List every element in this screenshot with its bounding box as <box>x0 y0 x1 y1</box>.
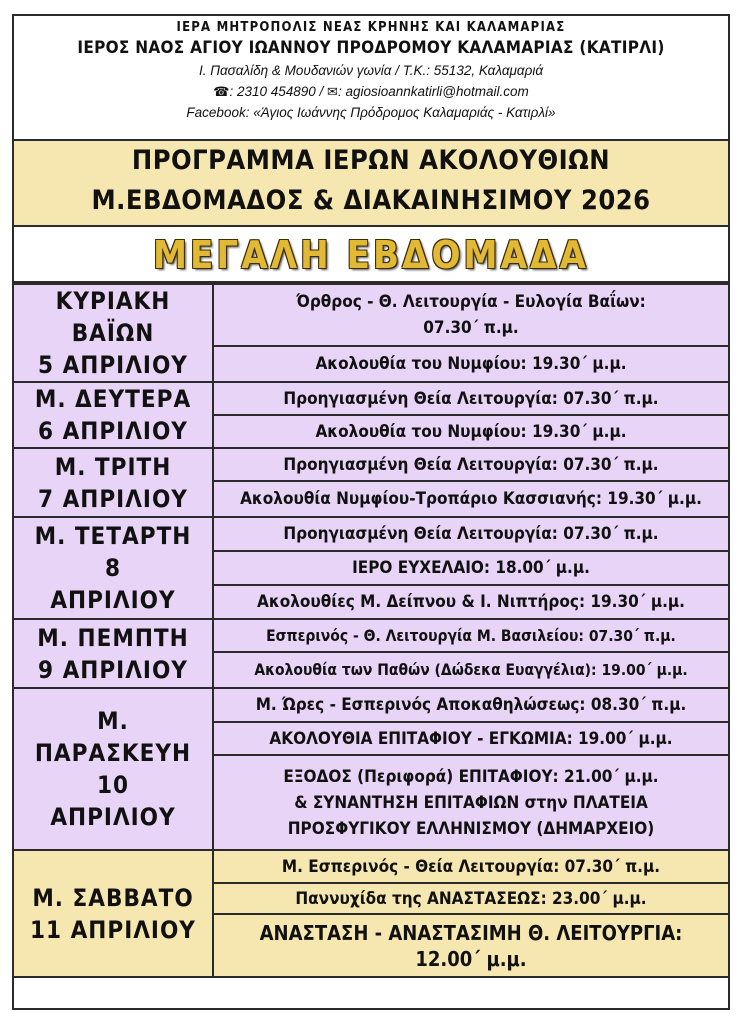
service-cell <box>213 448 729 481</box>
day-cell <box>13 619 213 688</box>
day-cell <box>13 850 213 977</box>
service-line: ΙΕΡΟ ΕΥΧΕΛΑΙΟ: 18.00΄ μ.μ. <box>352 558 590 578</box>
day-label-line: 8 <box>104 554 122 582</box>
service-cell <box>213 551 729 585</box>
day-label-line: ΑΠΡΙΛΙΟΥ <box>50 803 176 831</box>
service-cell <box>213 850 729 883</box>
contact-line <box>14 81 728 102</box>
schedule-row <box>13 850 729 883</box>
service-cell <box>213 883 729 914</box>
day-label-line: 11 ΑΠΡΙΛΙΟΥ <box>30 915 196 944</box>
service-cell <box>213 415 729 448</box>
day-label-line: Μ. ΤΕΤΑΡΤΗ <box>34 522 192 550</box>
service-line: Ακολουθία των Παθών (Δώδεκα Ευαγγέλια): 19.00΄ μ.μ. <box>254 661 688 679</box>
day-cell <box>13 517 213 619</box>
service-cell <box>213 652 729 688</box>
schedule-row <box>13 619 729 652</box>
schedule-row <box>13 448 729 481</box>
service-line: Παννυχίδα της ΑΝΑΣΤΑΣΕΩΣ: 23.00΄ μ.μ. <box>295 888 647 909</box>
service-cell <box>213 517 729 551</box>
day-label-line: Μ. ΠΕΜΠΤΗ <box>37 623 189 652</box>
day-label-line: Μ. ΣΑΒΒΑΤΟ <box>32 883 194 912</box>
envelope-icon: ✉ <box>327 84 338 99</box>
service-line: 12.00΄ μ.μ. <box>415 946 527 971</box>
schedule-row <box>13 284 729 346</box>
week-title: ΜΕΓΑΛΗ ΕΒΔΟΜΑΔΑ <box>153 233 589 277</box>
service-cell <box>213 914 729 977</box>
service-line: Ακολουθία Νυμφίου-Τροπάριο Κασσιανής: 19.30΄ μ.μ. <box>240 489 702 509</box>
day-label-line: ΑΠΡΙΛΙΟΥ <box>50 586 176 614</box>
facebook-page: Facebook: «Άγιος Ιωάννης Πρόδρομος Καλαμαριάς - Κατιρλί» <box>186 105 556 120</box>
service-line: Ακολουθία του Νυμφίου: 19.30΄ μ.μ. <box>315 421 627 442</box>
day-label-line: 6 ΑΠΡΙΛΙΟΥ <box>38 417 188 445</box>
service-line: Όρθρος - Θ. Λειτουργία - Ευλογία Βαΐων: <box>296 291 646 312</box>
service-line: Προηγιασμένη Θεία Λειτουργία: 07.30΄ π.μ. <box>283 454 659 475</box>
day-cell <box>13 382 213 448</box>
day-label-line: Μ. ΔΕΥΤΕΡΑ <box>34 385 192 413</box>
day-label-line: Μ. ΤΡΙΤΗ <box>54 452 172 481</box>
schedule-title-line2: Μ.ΕΒΔΟΜΑΔΟΣ & ΔΙΑΚΑΙΝΗΣΙΜΟΥ 2026 <box>91 185 651 216</box>
service-line: ΕΞΟΔΟΣ (Περιφορά) ΕΠΙΤΑΦΙΟΥ: 21.00΄ μ.μ. <box>283 766 659 787</box>
metropolis-name: ΙΕΡΑ ΜΗΤΡΟΠΟΛΙΣ ΝΕΑΣ ΚΡΗΝΗΣ ΚΑΙ ΚΑΛΑΜΑΡΙΑΣ <box>176 20 566 35</box>
service-line: Ακολουθία του Νυμφίου: 19.30΄ μ.μ. <box>315 353 627 374</box>
church-address: Ι. Πασαλίδη & Μουδανιών γωνία / Τ.Κ.: 55132, Καλαμαριά <box>198 63 544 78</box>
service-line: & ΣΥΝΑΝΤΗΣΗ ΕΠΙΤΑΦΙΩΝ στην ΠΛΑΤΕΙΑ <box>294 792 648 813</box>
service-cell <box>213 481 729 517</box>
day-label-line: 7 ΑΠΡΙΛΙΟΥ <box>38 484 188 513</box>
service-line: ΠΡΟΣΦΥΓΙΚΟΥ ΕΛΛΗΝΙΣΜΟΥ (ΔΗΜΑΡΧΕΙΟ) <box>287 818 655 839</box>
service-line: Ακολουθίες Μ. Δείπνου & Ι. Νιπτήρος: 19.30΄ μ.μ. <box>257 592 685 612</box>
service-cell <box>213 722 729 755</box>
poster-frame <box>12 14 730 1010</box>
day-label-line: 9 ΑΠΡΙΛΙΟΥ <box>38 655 188 684</box>
service-cell <box>213 755 729 850</box>
schedule-row <box>13 517 729 551</box>
day-cell <box>13 688 213 850</box>
day-label-line: 5 ΑΠΡΙΛΙΟΥ <box>38 351 188 379</box>
day-label-line: ΒΑΪΩΝ <box>71 319 155 347</box>
schedule-table <box>12 283 730 978</box>
service-cell <box>213 284 729 346</box>
service-line: 07.30΄ π.μ. <box>423 317 519 338</box>
service-cell <box>213 688 729 722</box>
schedule-title-band <box>14 141 728 227</box>
service-cell <box>213 585 729 619</box>
day-label-line: ΚΥΡΙΑΚΗ <box>55 287 171 315</box>
service-line: Μ. Εσπερινός - Θεία Λειτουργία: 07.30΄ π.μ. <box>281 856 661 877</box>
day-label-line: 10 <box>96 771 130 799</box>
phone-number: : 2310 454890 / <box>229 84 328 99</box>
service-cell <box>213 619 729 652</box>
service-line: Προηγιασμένη Θεία Λειτουργία: 07.30΄ π.μ. <box>283 524 659 544</box>
week-title-band <box>14 227 728 283</box>
day-label-line: Μ. ΠΑΡΑΣΚΕΥΗ <box>34 707 192 767</box>
service-line: ΑΝΑΣΤΑΣΗ - ΑΝΑΣΤΑΣΙΜΗ Θ. ΛΕΙΤΟΥΡΓΙΑ: <box>259 920 683 945</box>
service-line: Μ. Ώρες - Εσπερινός Αποκαθηλώσεως: 08.30΄ π.μ. <box>255 695 687 715</box>
schedule-title-line1: ΠΡΟΓΡΑΜΜΑ ΙΕΡΩΝ ΑΚΟΛΟΥΘΙΩΝ <box>131 145 611 176</box>
schedule-row <box>13 688 729 722</box>
service-cell <box>213 382 729 415</box>
service-line: ΑΚΟΛΟΥΘΙΑ ΕΠΙΤΑΦΙΟΥ - ΕΓΚΩΜΙΑ: 19.00΄ μ.μ. <box>269 728 673 749</box>
email-address[interactable]: : agiosioannkatirli@hotmail.com <box>337 84 529 99</box>
service-line: Εσπερινός - Θ. Λειτουργία Μ. Βασιλείου: 07.30΄ π.μ. <box>266 626 676 645</box>
day-cell <box>13 284 213 382</box>
church-name: ΙΕΡΟΣ ΝΑΟΣ ΑΓΙΟΥ ΙΩΑΝΝΟΥ ΠΡΟΔΡΟΜΟΥ ΚΑΛΑΜΑΡΙΑΣ (ΚΑΤΙΡΛΙ) <box>77 38 665 58</box>
service-cell <box>213 346 729 382</box>
service-line: Προηγιασμένη Θεία Λειτουργία: 07.30΄ π.μ. <box>283 388 659 409</box>
telephone-icon: ☎ <box>213 84 230 99</box>
day-cell <box>13 448 213 517</box>
church-header <box>14 16 728 141</box>
schedule-row <box>13 382 729 415</box>
